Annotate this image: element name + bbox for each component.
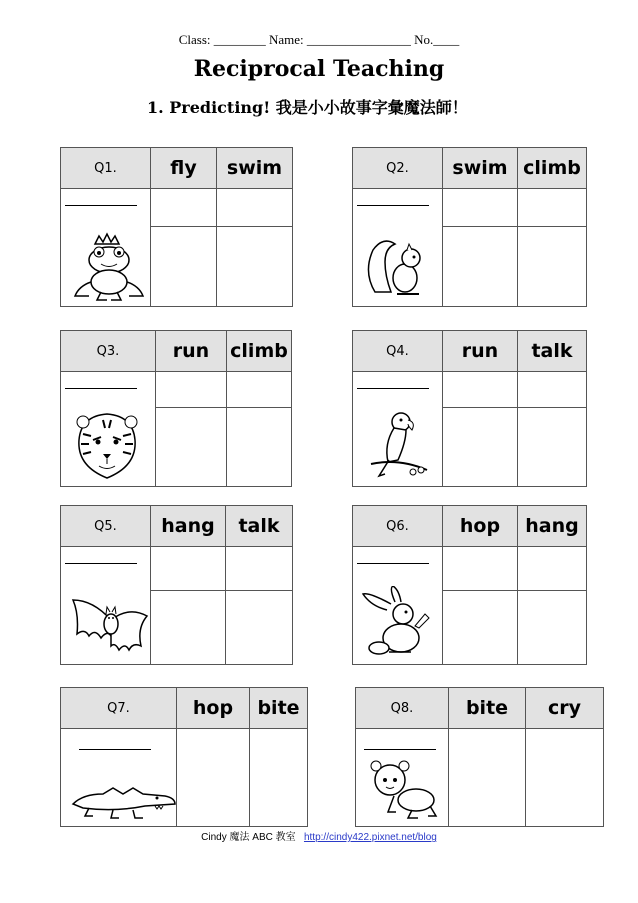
- answer-blank[interactable]: [357, 380, 429, 389]
- crocodile-icon: [69, 770, 177, 822]
- question-label: Q6.: [353, 506, 443, 547]
- answer-cell[interactable]: [217, 189, 293, 227]
- answer-cell[interactable]: [217, 227, 293, 307]
- answer-cell[interactable]: [518, 372, 587, 408]
- question-table-q3: [60, 330, 292, 487]
- option-word-1: run: [443, 331, 518, 372]
- frog-icon: [69, 230, 149, 302]
- answer-picture-cell: [356, 729, 449, 827]
- answer-blank[interactable]: [357, 555, 429, 564]
- question-label: Q4.: [353, 331, 443, 372]
- answer-picture-cell: [353, 189, 443, 307]
- answer-cell[interactable]: [443, 591, 518, 665]
- baby-icon: [364, 756, 444, 822]
- answer-cell[interactable]: [518, 189, 587, 227]
- answer-cell[interactable]: [449, 729, 526, 827]
- option-word-1: hang: [151, 506, 226, 547]
- option-word-2: cry: [526, 688, 604, 729]
- answer-blank[interactable]: [65, 380, 137, 389]
- question-label: Q7.: [61, 688, 177, 729]
- answer-blank[interactable]: [65, 555, 137, 564]
- answer-cell[interactable]: [518, 408, 587, 487]
- answer-cell[interactable]: [156, 408, 227, 487]
- answer-cell[interactable]: [526, 729, 604, 827]
- section-heading: 1. Predicting! 我是小小故事字彙魔法師！: [147, 98, 468, 117]
- answer-cell[interactable]: [151, 591, 226, 665]
- option-word-2: bite: [250, 688, 308, 729]
- option-word-1: hop: [443, 506, 518, 547]
- rabbit-icon: [361, 586, 441, 660]
- answer-cell[interactable]: [518, 227, 587, 307]
- answer-cell[interactable]: [156, 372, 227, 408]
- blog-link[interactable]: http://cindy422.pixnet.net/blog: [303, 832, 437, 843]
- option-word-2: swim: [217, 148, 293, 189]
- question-label: Q5.: [61, 506, 151, 547]
- answer-cell[interactable]: [518, 591, 587, 665]
- question-table-q2: [352, 147, 587, 307]
- question-table-q5: [60, 505, 293, 665]
- answer-blank[interactable]: [357, 197, 429, 206]
- option-word-1: hop: [177, 688, 250, 729]
- question-table-q1: [60, 147, 293, 307]
- answer-picture-cell: [61, 372, 156, 487]
- answer-cell[interactable]: [226, 591, 293, 665]
- answer-cell[interactable]: [250, 729, 308, 827]
- answer-cell[interactable]: [151, 189, 217, 227]
- tiger-icon: [69, 410, 145, 482]
- option-word-2: hang: [518, 506, 587, 547]
- answer-picture-cell: [61, 547, 151, 665]
- option-word-1: bite: [449, 688, 526, 729]
- number-field[interactable]: No.____: [414, 32, 460, 47]
- option-word-1: fly: [151, 148, 217, 189]
- answer-cell[interactable]: [443, 189, 518, 227]
- question-label: Q1.: [61, 148, 151, 189]
- answer-cell[interactable]: [227, 372, 292, 408]
- class-field[interactable]: Class: ________: [178, 32, 266, 47]
- question-table-q7: [60, 687, 308, 827]
- option-word-1: swim: [443, 148, 518, 189]
- answer-cell[interactable]: [151, 547, 226, 591]
- answer-cell[interactable]: [227, 408, 292, 487]
- answer-cell[interactable]: [443, 547, 518, 591]
- footer: [0, 828, 638, 843]
- question-label: Q3.: [61, 331, 156, 372]
- answer-cell[interactable]: [443, 408, 518, 487]
- question-table-q4: [352, 330, 587, 487]
- student-info-line: [0, 32, 638, 48]
- answer-picture-cell: [353, 372, 443, 487]
- answer-cell[interactable]: [443, 372, 518, 408]
- name-field[interactable]: Name: ________________: [269, 32, 411, 47]
- page-title: Reciprocal Teaching: [193, 56, 445, 82]
- answer-picture-cell: [61, 729, 177, 827]
- question-table-q6: [352, 505, 587, 665]
- question-label: Q8.: [356, 688, 449, 729]
- option-word-2: climb: [518, 148, 587, 189]
- squirrel-icon: [361, 232, 431, 302]
- option-word-2: talk: [226, 506, 293, 547]
- option-word-2: talk: [518, 331, 587, 372]
- answer-cell[interactable]: [177, 729, 250, 827]
- question-label: Q2.: [353, 148, 443, 189]
- answer-cell[interactable]: [518, 547, 587, 591]
- answer-picture-cell: [61, 189, 151, 307]
- answer-cell[interactable]: [443, 227, 518, 307]
- answer-blank[interactable]: [364, 741, 436, 750]
- answer-picture-cell: [353, 547, 443, 665]
- question-table-q8: [355, 687, 604, 827]
- answer-cell[interactable]: [151, 227, 217, 307]
- answer-blank[interactable]: [79, 741, 151, 750]
- answer-blank[interactable]: [65, 197, 137, 206]
- option-word-1: run: [156, 331, 227, 372]
- bat-icon: [69, 590, 153, 660]
- option-word-2: climb: [227, 331, 292, 372]
- parrot-icon: [361, 408, 431, 482]
- answer-cell[interactable]: [226, 547, 293, 591]
- footer-credit: Cindy 魔法 ABC 教室: [201, 832, 296, 843]
